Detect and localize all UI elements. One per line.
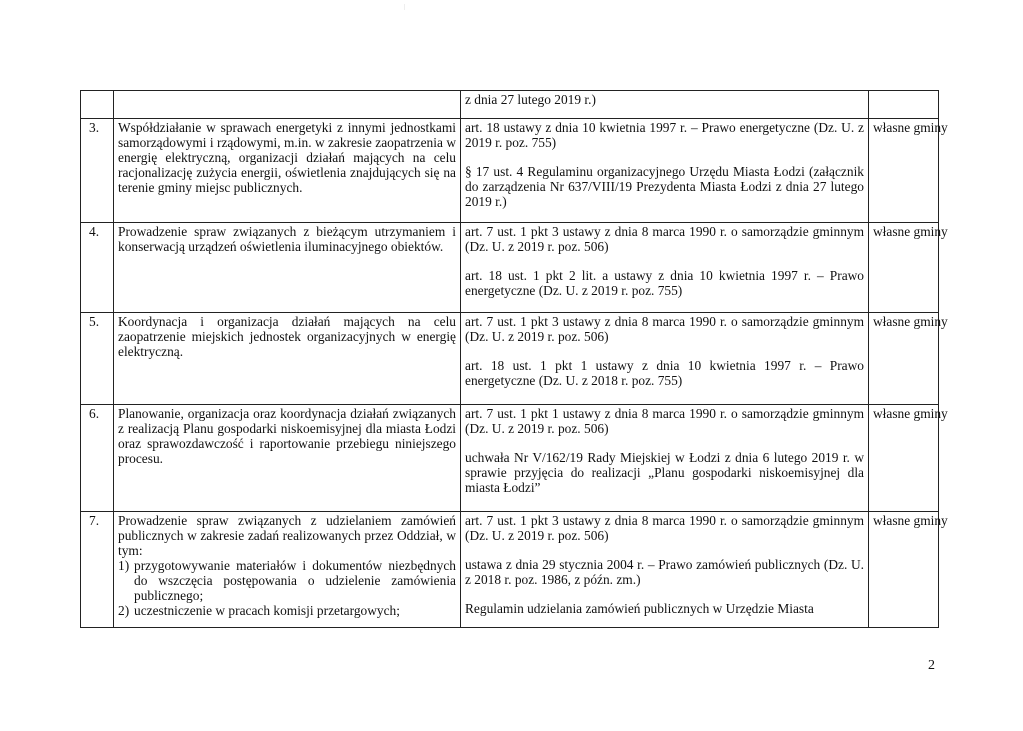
task-text: Prowadzenie spraw związanych z udzielaniem zamówień publicznych w zakresie zadań realizowanych przez Oddział, w tym: [118,513,456,558]
table-row [81,91,939,119]
basis-paragraph: art. 7 ust. 1 pkt 3 ustawy z dnia 8 marca 1990 r. o samorządzie gminnym (Dz. U. z 2019 r. poz. 506) [465,513,864,543]
task-description [114,91,461,119]
task-description [114,119,461,223]
task-subitem [118,603,456,618]
subitem-text: uczestniczenie w pracach komisji przetargowych; [134,603,400,618]
basis-paragraph: uchwała Nr V/162/19 Rady Miejskiej w Łodzi z dnia 6 lutego 2019 r. w sprawie przyjęcia do realizacji „Planu gospodarki niskoemisyjnej dla miasta Łodzi” [465,450,864,495]
tasks-table [80,90,948,628]
table-row [81,313,939,405]
basis-paragraph: art. 7 ust. 1 pkt 3 ustawy z dnia 8 marca 1990 r. o samorządzie gminnym (Dz. U. z 2019 r. poz. 506) [465,224,864,254]
legal-basis: z dnia 27 lutego 2019 r.) [461,91,869,119]
subitem-number: 2) [118,603,130,618]
task-text: Planowanie, organizacja oraz koordynacja działań związanych z realizacją Planu gospodarki niskoemisyjnej dla miasta Łodzi oraz sprawozdawczość i raportowanie przebiegu niniejszego procesu. [118,406,456,466]
competence: własne gminy [869,223,939,313]
table-row [81,223,939,313]
legal-basis [461,119,869,223]
table-row [81,512,939,628]
legal-basis [461,512,869,628]
basis-paragraph: § 17 ust. 4 Regulaminu organizacyjnego Urzędu Miasta Łodzi (załącznik do zarządzenia Nr 637/VIII/19 Prezydenta Miasta Łodzi z dnia 27 lutego 2019 r.) [465,164,864,209]
task-subitem [118,558,456,603]
basis-paragraph: art. 18 ustawy z dnia 10 kwietnia 1997 r. – Prawo energetyczne (Dz. U. z 2019 r. poz. 755) [465,120,864,150]
competence: własne gminy [869,512,939,628]
task-text: Prowadzenie spraw związanych z bieżącym utrzymaniem i konserwacją urządzeń oświetlenia iluminacyjnego obiektów. [118,224,456,254]
basis-paragraph: art. 18 ust. 1 pkt 1 ustawy z dnia 10 kwietnia 1997 r. – Prawo energetyczne (Dz. U. z 2018 r. poz. 755) [465,358,864,388]
legal-basis [461,313,869,405]
scan-mark [404,4,405,10]
table-row [81,405,939,512]
competence: własne gminy [869,405,939,512]
competence: własne gminy [869,313,939,405]
legal-basis [461,223,869,313]
row-number: 3. [81,119,114,223]
basis-paragraph: art. 7 ust. 1 pkt 1 ustawy z dnia 8 marca 1990 r. o samorządzie gminnym (Dz. U. z 2019 r. poz. 506) [465,406,864,436]
task-text: Współdziałanie w sprawach energetyki z innymi jednostkami samorządowymi i rządowymi, m.in. w zakresie zaopatrzenia w energię elektryczną, organizacji działań mających na celu racjonalizację zużycia energii, oświetlenia znajdujących się na terenie gminy miejsc publicznych. [118,120,456,195]
page-number: 2 [928,658,935,673]
basis-paragraph: Regulamin udzielania zamówień publicznych w Urzędzie Miasta [465,601,814,616]
task-description [114,512,461,628]
row-number: 4. [81,223,114,313]
task-description [114,313,461,405]
subitem-number: 1) [118,558,130,573]
table-row [81,119,939,223]
task-text: Koordynacja i organizacja działań mających na celu zaopatrzenie miejskich jednostek organizacyjnych w energię elektryczną. [118,314,456,359]
competence: własne gminy [869,119,939,223]
task-description [114,405,461,512]
row-number: 5. [81,313,114,405]
basis-paragraph: art. 18 ust. 1 pkt 2 lit. a ustawy z dnia 10 kwietnia 1997 r. – Prawo energetyczne (Dz. U. z 2019 r. poz. 755) [465,268,864,298]
row-number: 7. [81,512,114,628]
competence [869,91,939,119]
basis-paragraph: ustawa z dnia 29 stycznia 2004 r. – Prawo zamówień publicznych (Dz. U. z 2018 r. poz. 1986, z późn. zm.) [465,557,864,587]
basis-paragraph: art. 7 ust. 1 pkt 3 ustawy z dnia 8 marca 1990 r. o samorządzie gminnym (Dz. U. z 2019 r. poz. 506) [465,314,864,344]
row-number [81,91,114,119]
legal-basis [461,405,869,512]
row-number: 6. [81,405,114,512]
task-description [114,223,461,313]
subitem-text: przygotowywanie materiałów i dokumentów niezbędnych do wszczęcia postępowania o udzielenie zamówienia publicznego; [134,558,456,603]
